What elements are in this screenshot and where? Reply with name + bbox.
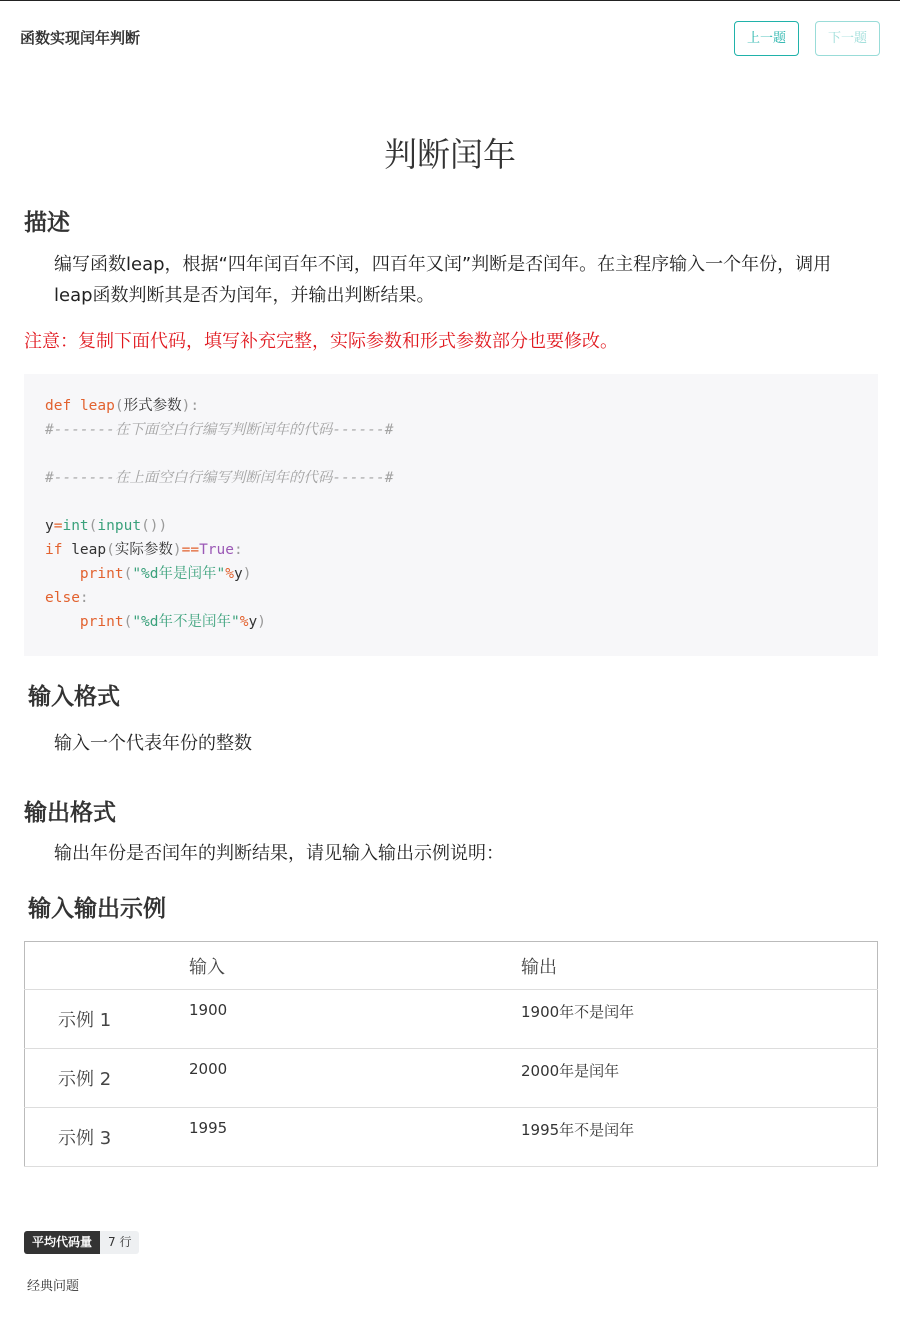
code-block[interactable] <box>24 374 878 656</box>
table-header-input: 输入 <box>189 942 521 990</box>
examples-table <box>24 941 878 1167</box>
code-line-def: def leap(形式参数): <box>45 398 200 414</box>
average-code-size-badge <box>24 1231 139 1254</box>
table-row <box>25 1108 878 1167</box>
example-output: 2000年是闰年 <box>521 1049 878 1108</box>
code-keyword-true: True <box>199 542 234 558</box>
example-label: 示例 1 <box>25 990 190 1049</box>
example-label: 示例 2 <box>25 1049 190 1108</box>
code-function-name: leap <box>79 398 115 414</box>
input-format-text: 输入一个代表年份的整数 <box>54 733 252 754</box>
code-keyword-if: if <box>45 542 63 558</box>
code-line-print-not-leap: print("%d年不是闰年"%y) <box>79 614 266 630</box>
code-call-leap: leap <box>71 542 107 558</box>
table-header-label <box>25 942 190 990</box>
code-operator-mod: % <box>239 614 249 630</box>
table-row <box>25 990 878 1049</box>
code-keyword-else: else <box>45 590 80 606</box>
top-bar <box>0 1 900 81</box>
code-operator-mod: % <box>225 566 234 582</box>
examples-heading: 输入输出示例 <box>28 896 166 922</box>
code-line-if: if leap(实际参数)==True: <box>45 542 243 558</box>
code-formal-param: 形式参数 <box>123 398 182 414</box>
code-comment-below: #-------在下面空白行编写判断闰年的代码------# <box>45 422 394 438</box>
code-keyword-def: def <box>45 398 72 414</box>
output-format-text: 输出年份是否闰年的判断结果，请见输入输出示例说明： <box>54 843 504 864</box>
code-var-y: y <box>45 518 54 534</box>
table-header-row <box>25 942 878 990</box>
code-builtin-int: int <box>62 518 89 534</box>
code-var-y: y <box>248 614 258 630</box>
table-row <box>25 1049 878 1108</box>
example-label: 示例 3 <box>25 1108 190 1167</box>
code-string-leap: "%d年是闰年" <box>132 566 226 582</box>
description-heading: 描述 <box>24 210 70 236</box>
code-line-print-leap: print("%d年是闰年"%y) <box>79 566 252 582</box>
output-format-heading: 输出格式 <box>24 800 116 826</box>
code-line-input: y=int(input()) <box>45 518 168 534</box>
warning-note: 注意：复制下面代码，填写补充完整，实际参数和形式参数部分也要修改。 <box>24 331 618 352</box>
code-builtin-input: input <box>97 518 142 534</box>
stat-value: 7 行 <box>100 1231 139 1254</box>
description-line-1: 编写函数leap，根据“四年闰百年不闰，四百年又闰”判断是否闰年。在主程序输入一个年份，调用 <box>54 254 832 275</box>
code-blank-line <box>45 490 857 514</box>
exercise-set-title: 函数实现闰年判断 <box>20 29 141 47</box>
code-comment-above: #-------在上面空白行编写判断闰年的代码------# <box>45 470 394 486</box>
input-format-heading: 输入格式 <box>28 684 120 710</box>
example-input: 1995 <box>189 1108 521 1167</box>
next-problem-button[interactable]: 下一题 <box>815 21 880 56</box>
example-output: 1900年不是闰年 <box>521 990 878 1049</box>
code-blank-line <box>45 442 857 466</box>
problem-title: 判断闰年 <box>384 135 516 174</box>
table-header-output: 输出 <box>521 942 878 990</box>
code-actual-param: 实际参数 <box>114 542 173 558</box>
example-input: 2000 <box>189 1049 521 1108</box>
code-builtin-print: print <box>79 566 124 582</box>
code-string-not-leap: "%d年不是闰年" <box>132 614 240 630</box>
example-output: 1995年不是闰年 <box>521 1108 878 1167</box>
description-line-2: leap函数判断其是否为闰年，并输出判断结果。 <box>54 285 435 306</box>
stat-label: 平均代码量 <box>24 1231 100 1254</box>
previous-problem-button[interactable]: 上一题 <box>734 21 799 56</box>
example-input: 1900 <box>189 990 521 1049</box>
code-line-else: else: <box>45 590 89 606</box>
code-builtin-print: print <box>79 614 124 630</box>
code-operator-eq: == <box>181 542 200 558</box>
tag-classic-problem[interactable]: 经典问题 <box>27 1279 80 1294</box>
code-var-y: y <box>233 566 243 582</box>
